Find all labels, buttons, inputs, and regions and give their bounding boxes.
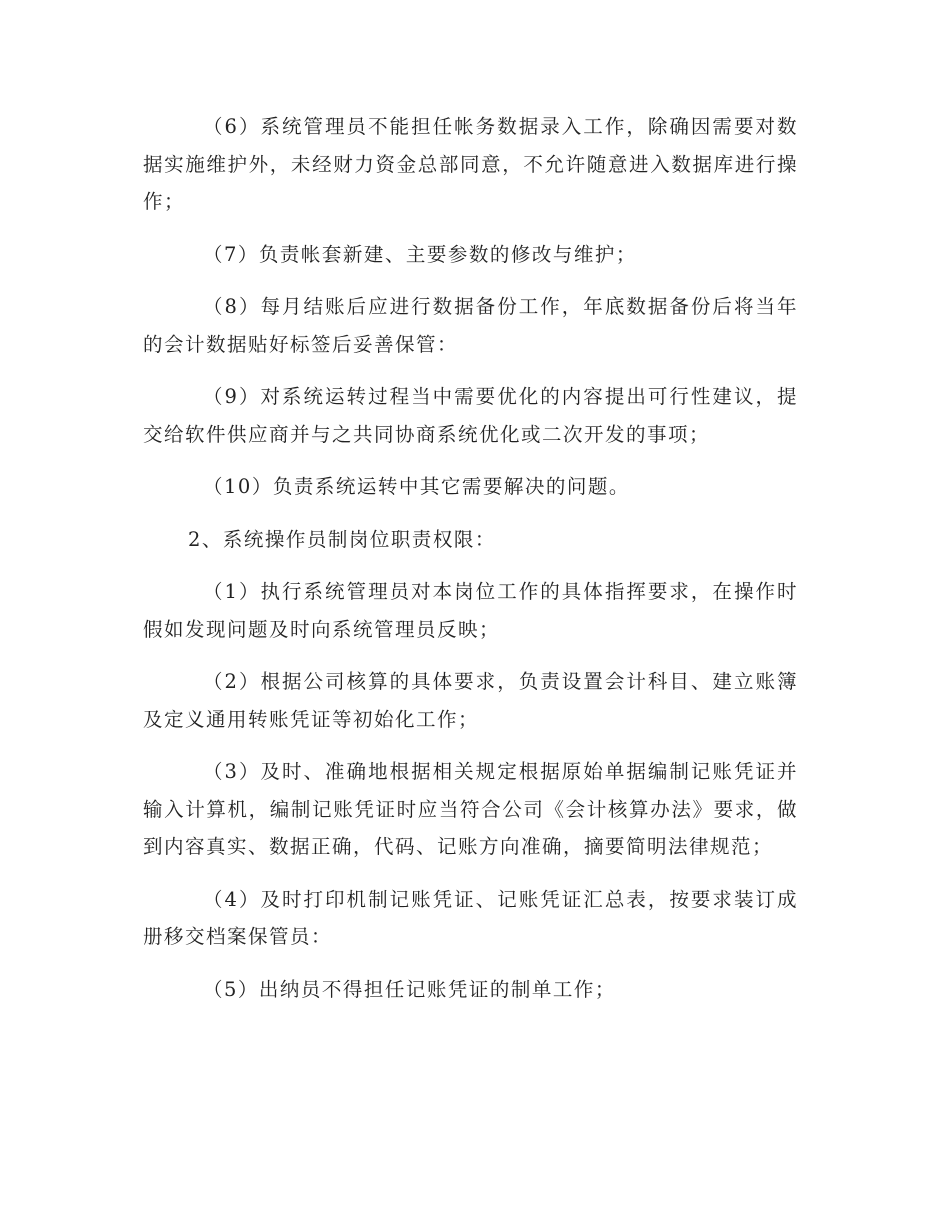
document-body <box>143 108 798 1023</box>
paragraph-item-1: （1）执行系统管理员对本岗位工作的具体指挥要求，在操作时假如发现问题及时向系统管理员反映； <box>143 580 798 641</box>
paragraph-item-4: （4）及时打印机制记账凭证、记账凭证汇总表，按要求装订成册移交档案保管员： <box>143 887 798 948</box>
paragraph-item-6: （6）系统管理员不能担任帐务数据录入工作，除确因需要对数据实施维护外，未经财力资金总部同意，不允许随意进入数据库进行操作； <box>143 115 798 213</box>
section-heading-operator-duties: 2、系统操作员制岗位职责权限： <box>188 527 496 551</box>
paragraph-item-3: （3）及时、准确地根据相关规定根据原始单据编制记账凭证并输入计算机，编制记账凭证时应当符合公司《会计核算办法》要求，做到内容真实、数据正确，代码、记账方向准确，摘要简明法律规范； <box>143 760 798 858</box>
paragraph-item-5: （5）出纳员不得担任记账凭证的制单工作； <box>203 977 616 1001</box>
paragraph-item-10: （10）负责系统运转中其它需要解决的问题。 <box>203 475 630 498</box>
paragraph-item-8: （8）每月结账后应进行数据备份工作，年底数据备份后将当年的会计数据贴好标签后妥善保管： <box>143 295 798 356</box>
paragraph-item-9: （9）对系统运转过程当中需要优化的内容提出可行性建议，提交给软件供应商并与之共同协商系统优化或二次开发的事项； <box>143 385 798 446</box>
paragraph-item-7: （7）负责帐套新建、主要参数的修改与维护； <box>203 242 637 266</box>
paragraph-item-2: （2）根据公司核算的具体要求，负责设置会计科目、建立账簿及定义通用转账凭证等初始化工作； <box>143 670 798 731</box>
